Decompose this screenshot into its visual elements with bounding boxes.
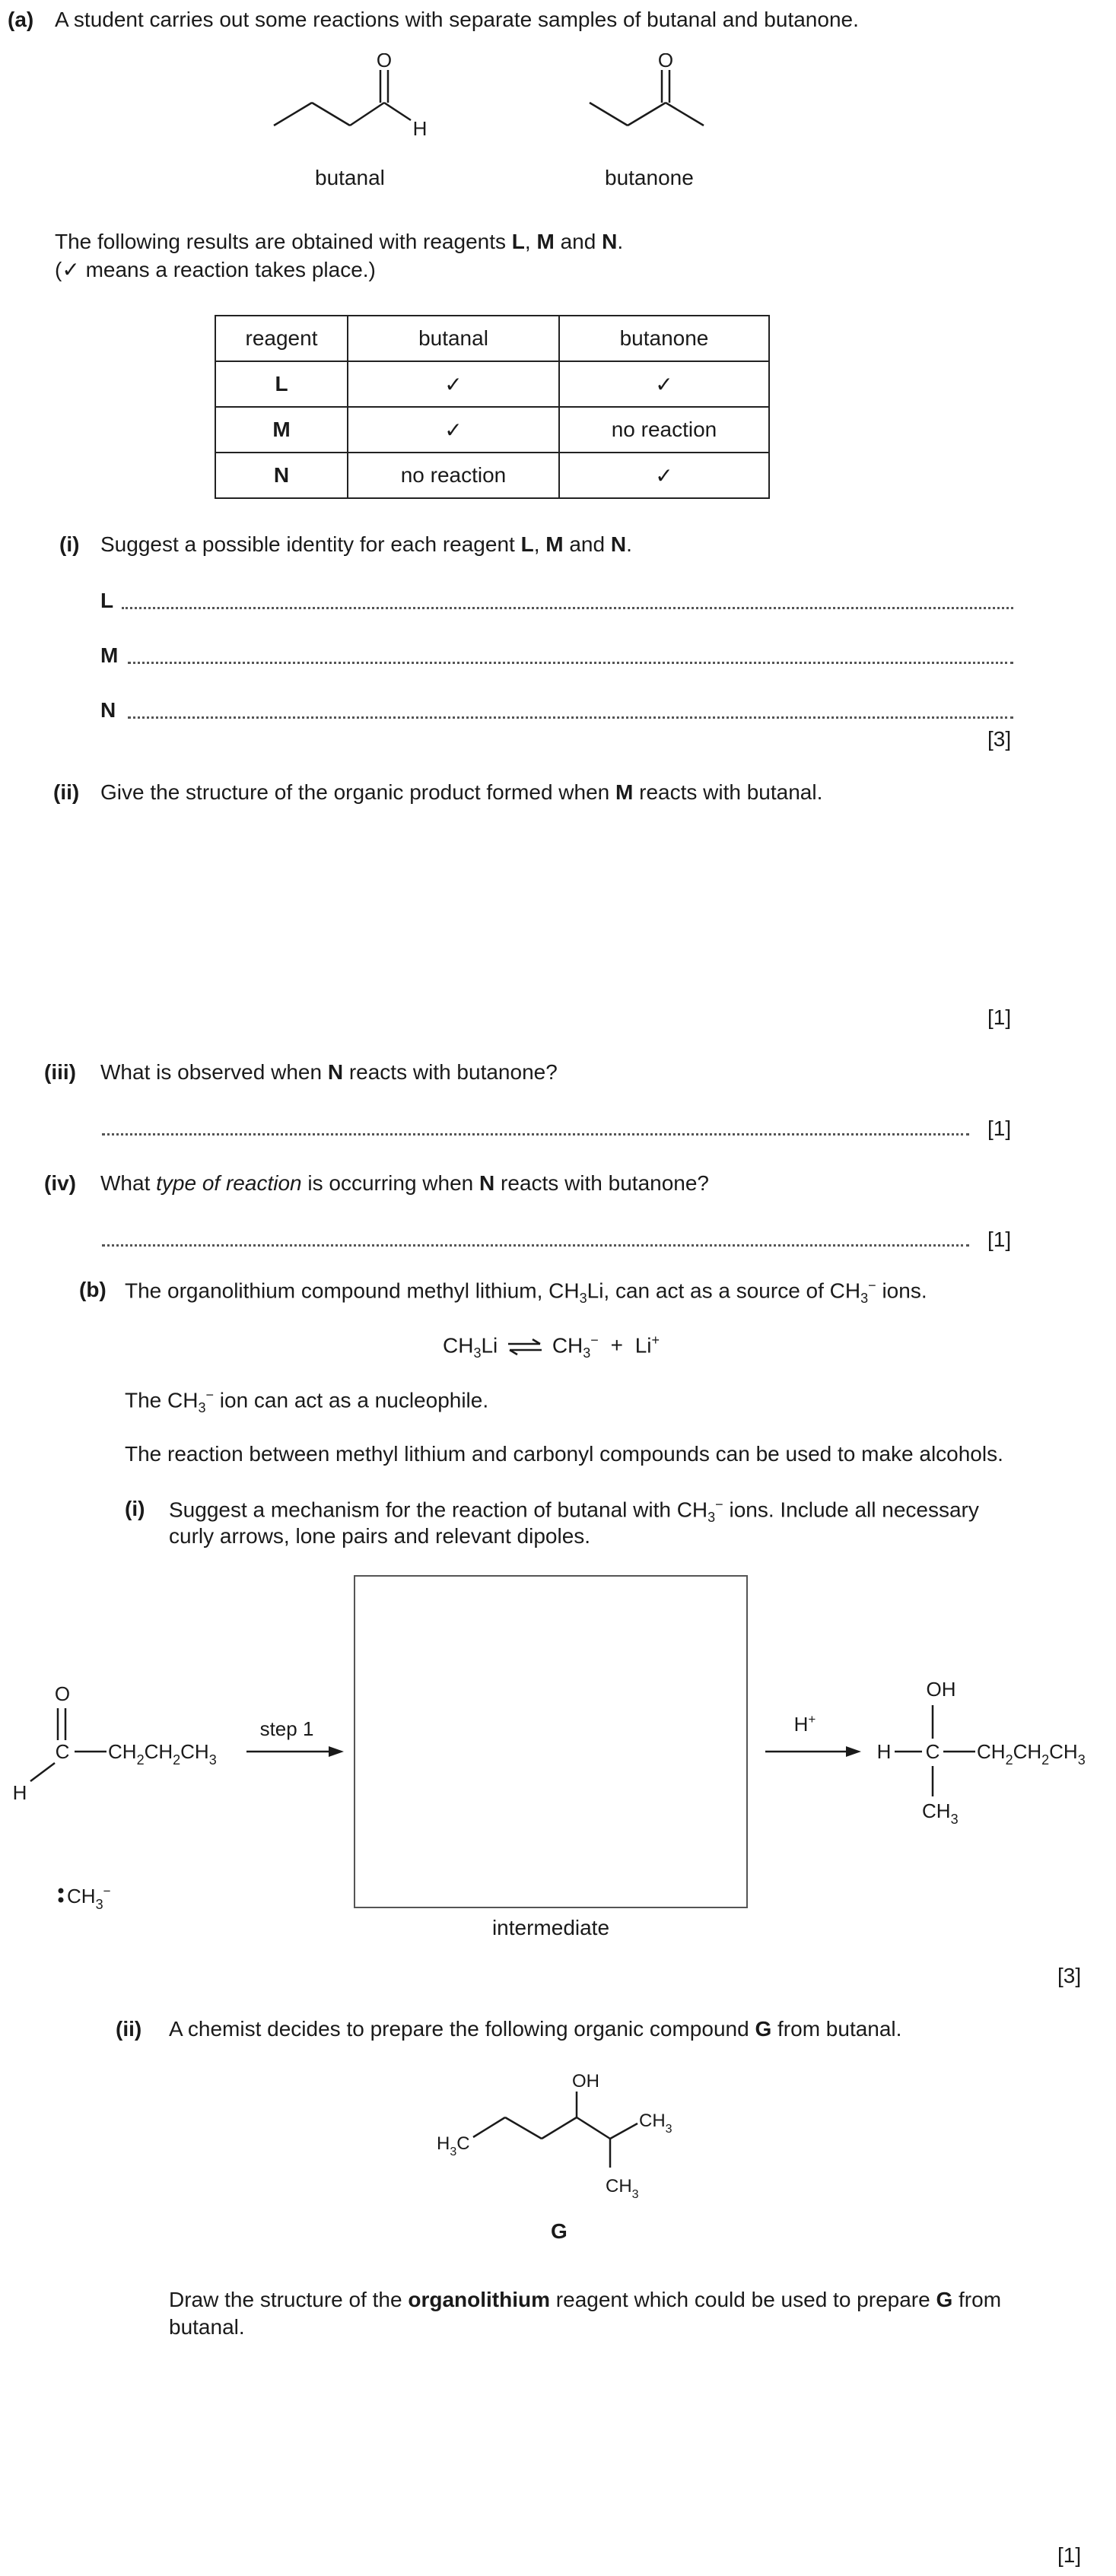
table-cell: ✓ [348,361,559,407]
marks-b-ii: [1] [1057,2543,1082,2567]
butanal-h-atom: H [412,117,428,140]
butanone-structure [590,70,704,125]
marks-b-i: [3] [1057,1964,1082,1987]
svg-text:OH: OH [926,1678,956,1701]
q-a-i-label: (i) [59,532,80,556]
butanal-structure [274,70,411,125]
reactant-h-atom: H [12,1781,27,1804]
marks-a-iii: [1] [987,1116,1012,1140]
equilibrium-equation: $CH_3Li$ $CH_3^- + Li^+$ [443,1332,660,1361]
equilibrium-arrow-icon [507,1338,543,1356]
q-a-iv-label: (iv) [44,1171,76,1195]
butanone-label: butanone [605,166,694,189]
q-a-ii-text: Give the structure of the organic product formed when M reacts with butanal. [100,780,823,804]
answer-label-m: M [100,643,119,667]
results-note: (✓ means a reaction takes place.) [55,258,376,281]
q-b-i-label: (i) [125,1497,145,1520]
g-ch3-right: $CH_3$ [639,2111,672,2136]
table-cell: ✓ [348,407,559,453]
table-cell: L [215,361,348,407]
svg-text:C: C [925,1740,940,1763]
svg-text:OH: OH [572,2071,599,2092]
answer-line-n[interactable] [128,716,1013,719]
header-butanone: butanone [559,316,769,361]
table-row [215,361,769,407]
butanal-label: butanal [315,166,385,189]
part-a-label: (a) [8,8,34,31]
answer-label-n: N [100,698,116,722]
answer-line-m[interactable] [128,662,1013,664]
q-a-iii-text: What is observed when N reacts with butanone? [100,1060,558,1084]
marks-a-i: [3] [987,727,1012,751]
q-a-ii-label: (ii) [53,780,80,804]
q-a-i-text: Suggest a possible identity for each reagent L, M and N. [100,532,632,556]
table-cell: ✓ [559,453,769,498]
mechanism-diagram [0,1574,1116,1970]
nucleophile-text: The $CH_3^-$ ion can act as a nucleophile. [125,1387,489,1415]
table-cell: no reaction [559,407,769,453]
table-header-row [215,316,769,361]
part-b-label: (b) [79,1278,107,1301]
q-b-ii-label: (ii) [116,2017,142,2041]
g-ch3-bottom: $CH_3$ [606,2176,639,2201]
part-a-intro: A student carries out some reactions with separate samples of butanal and butanone. [55,8,859,31]
g-label: G [551,2219,568,2243]
product-chain: $CH_2CH_2CH_3$ [977,1740,1086,1768]
butanal-o-atom: O [376,53,393,71]
answer-line-a-iii[interactable] [102,1133,969,1136]
table-cell: ✓ [559,361,769,407]
q-b-i-line2: curly arrows, lone pairs and relevant dipoles. [169,1524,591,1548]
answer-line-a-iv[interactable] [102,1244,969,1247]
compound-g-structure [411,2061,715,2206]
q-a-iv-text: What type of reaction is occurring when N reacts with butanone? [100,1171,710,1195]
table-row [215,407,769,453]
table-cell: M [215,407,348,453]
intermediate-label: intermediate [491,1916,610,1939]
q-b-ii-draw-line1: Draw the structure of the organolithium reagent which could be used to prepare G from [169,2288,1002,2311]
intermediate-answer-box [355,1576,747,1907]
answer-area-b-ii[interactable] [169,2358,1067,2525]
q-b-i-line1: Suggest a mechanism for the reaction of butanal with $CH_3^-$ ions. Include all necessary [169,1497,979,1525]
table-cell: no reaction [348,453,559,498]
q-b-ii-text: A chemist decides to prepare the following organic compound G from butanal. [169,2017,902,2041]
answer-line-l[interactable] [122,607,1013,609]
header-reagent: reagent [215,316,348,361]
reactant-chain: $CH_2CH_2CH_3$ [108,1740,217,1768]
table-row [215,453,769,498]
product-methyl: $CH_3$ [922,1799,959,1827]
svg-text:H: H [876,1740,892,1763]
butanone-o-atom: O [657,53,674,71]
methyl-anion: $CH_3^-$ [67,1884,111,1912]
results-table [215,315,770,499]
results-intro: The following results are obtained with reagents L, M and N. [55,230,624,253]
butanal-butanone-structures [251,53,738,152]
h-plus-label: H+ [793,1712,816,1736]
q-b-ii-draw-line2: butanal. [169,2315,245,2339]
header-butanal: butanal [348,316,559,361]
alcohols-text: The reaction between methyl lithium and carbonyl compounds can be used to make alcohols. [125,1442,1003,1466]
svg-text:C: C [55,1740,70,1763]
marks-a-ii: [1] [987,1005,1012,1029]
marks-a-iv: [1] [987,1228,1012,1251]
g-h3c: $H_3C$ [437,2133,470,2158]
reactant-o-atom: O [54,1682,71,1705]
table-cell: N [215,453,348,498]
step1-label: step 1 [259,1717,314,1740]
part-b-intro: The organolithium compound methyl lithium, $CH_3Li$, can act as a source of $CH_3^-$ ions. [125,1278,927,1306]
answer-label-l: L [100,589,114,612]
q-a-iii-label: (iii) [44,1060,76,1084]
lone-pair-icon [59,1888,64,1894]
answer-area-a-ii[interactable] [100,818,1013,993]
